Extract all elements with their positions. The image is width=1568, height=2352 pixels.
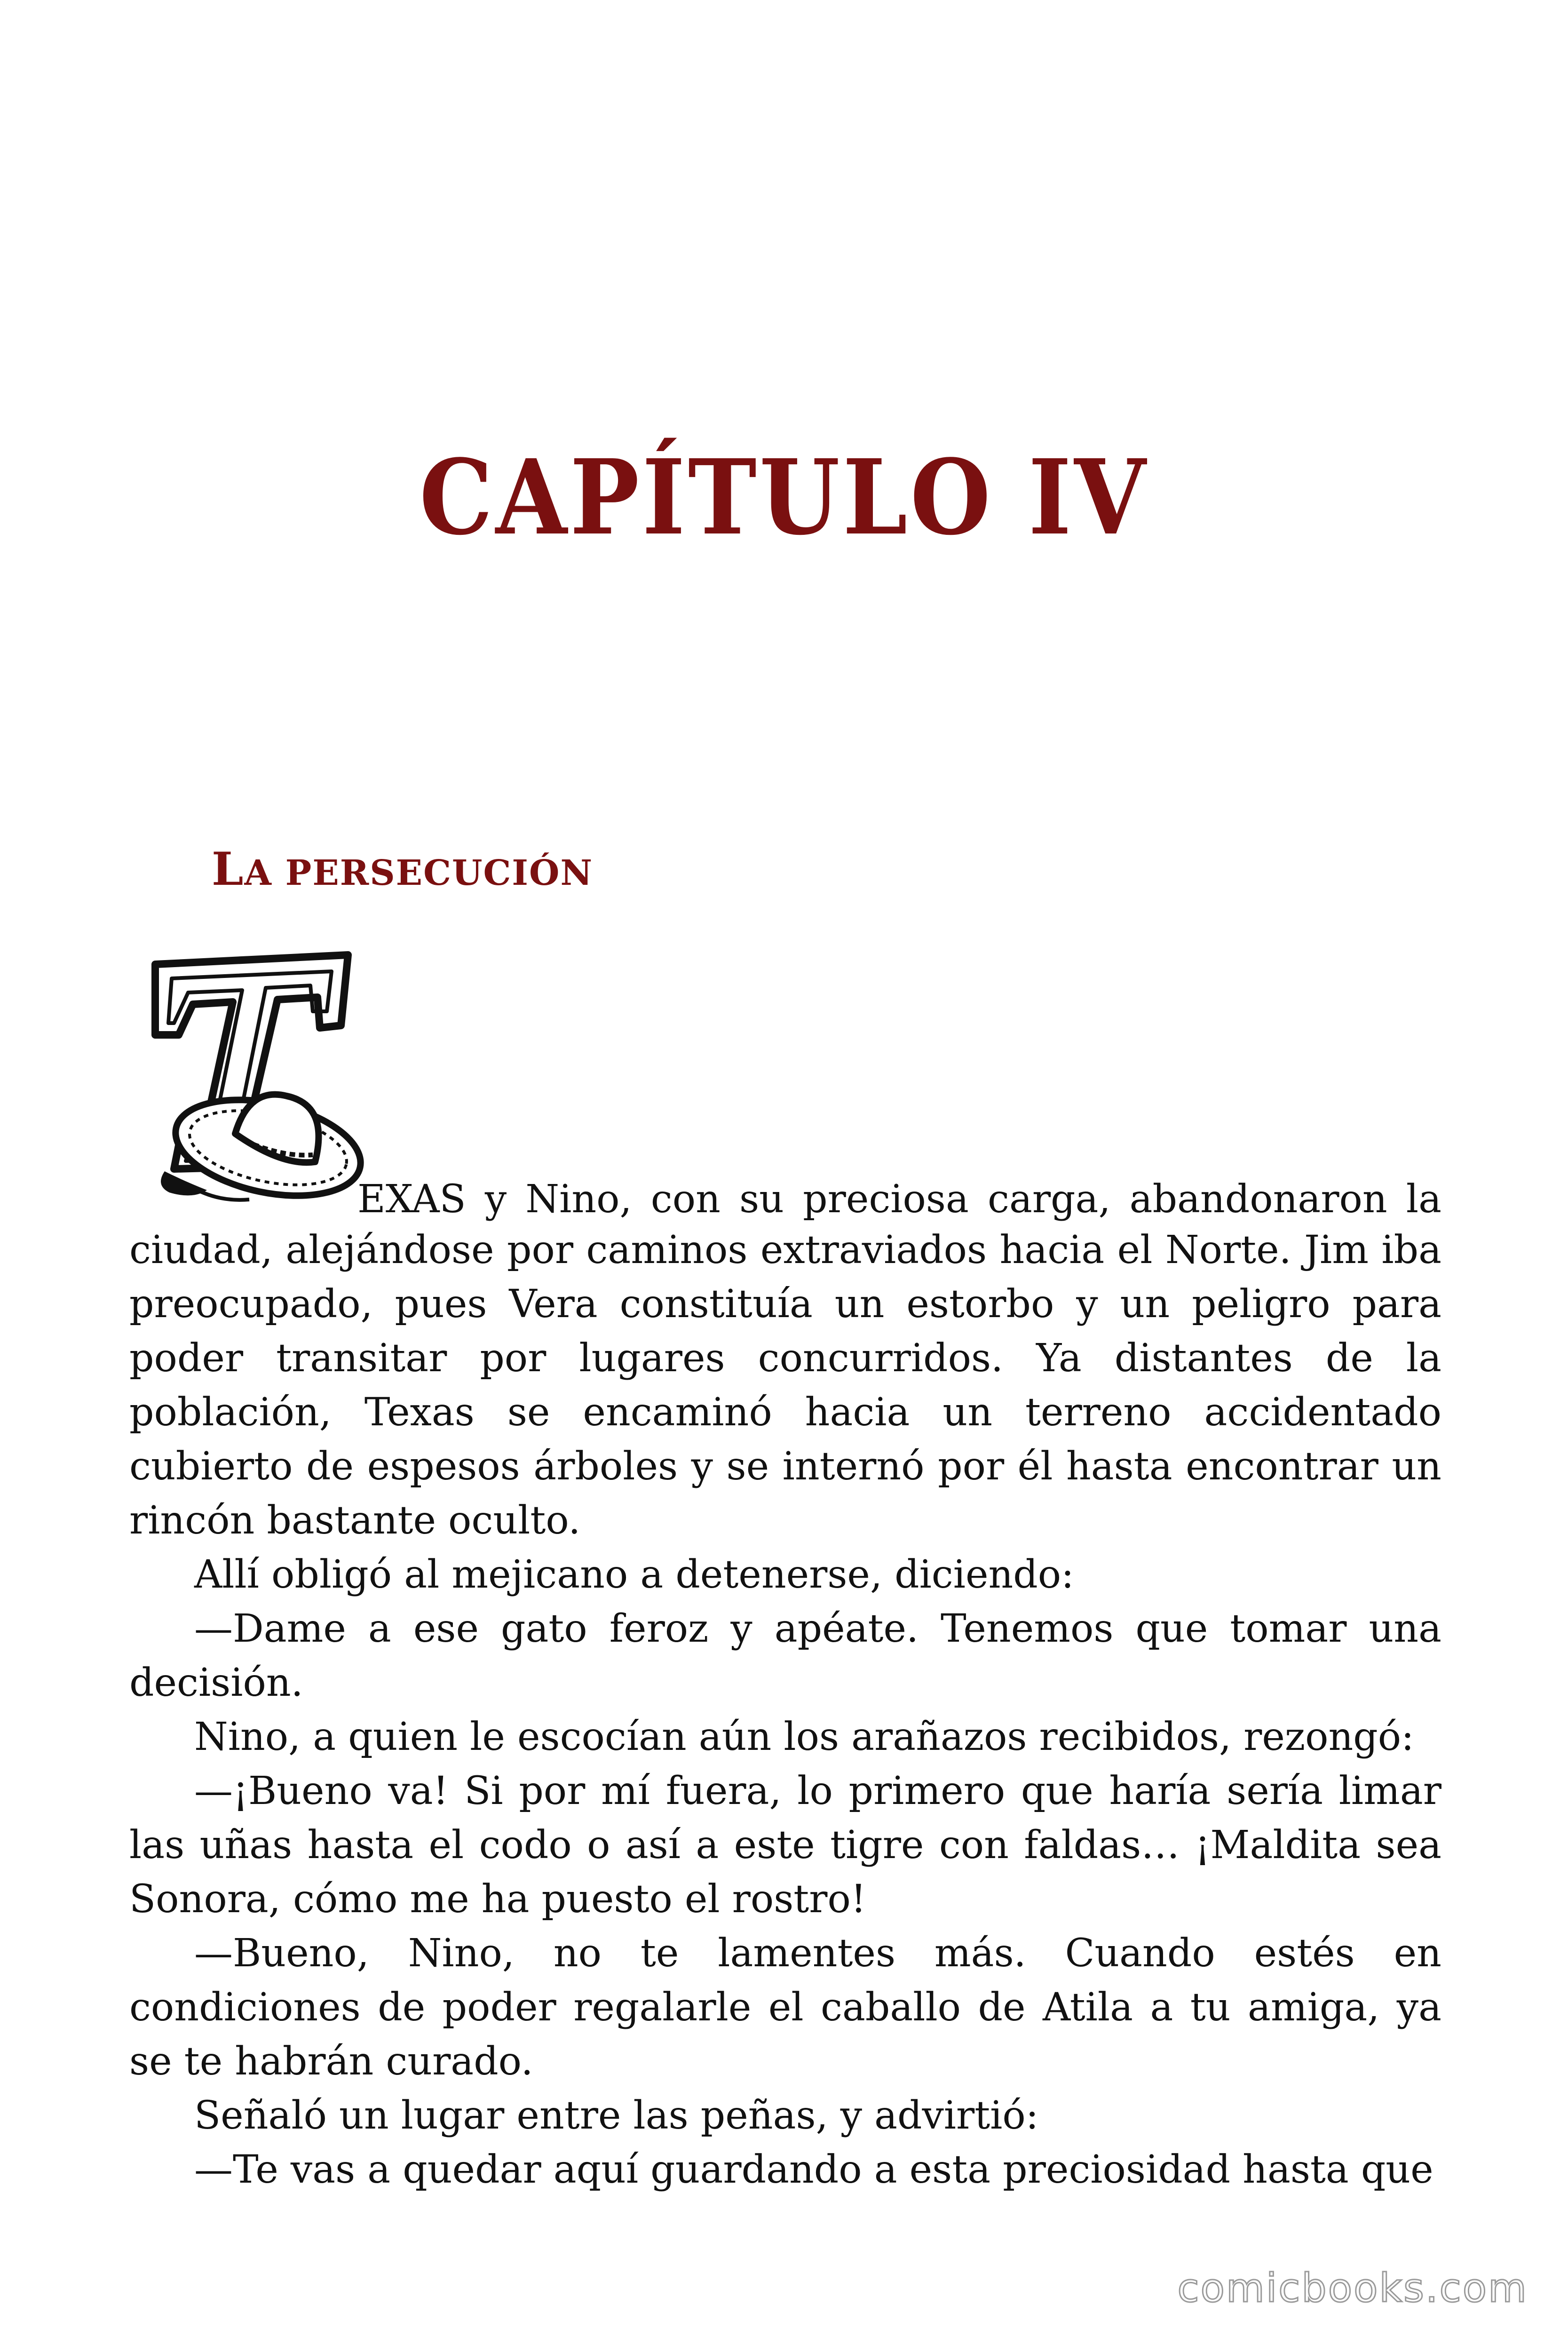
body-text bbox=[129, 1223, 1441, 2197]
paragraph: —¡Bueno va! Si por mí fuera, lo primero que haría sería limar las uñas hasta el codo o así a este tigre con faldas… ¡Maldita sea Sonora, cómo me ha puesto el rostro! bbox=[129, 1769, 1441, 1922]
watermark: comicbooks.com bbox=[1177, 2265, 1528, 2311]
paragraph: Nino, a quien le escocían aún los arañazos recibidos, rezongó: bbox=[194, 1715, 1414, 1759]
chapter-title: CAPÍTULO IV bbox=[419, 437, 1149, 558]
paragraph: Allí obligó al mejicano a detenerse, diciendo: bbox=[194, 1552, 1074, 1597]
paragraph: —Bueno, Nino, no te lamentes más. Cuando estés en condiciones de poder regalarle el caballo de Atila a tu amiga, ya se te habrán curado. bbox=[129, 1931, 1441, 2084]
drop-cap-t-sombrero-icon bbox=[127, 946, 367, 1209]
chapter-subtitle bbox=[212, 842, 594, 896]
paragraph: —Te vas a quedar aquí guardando a esta preciosidad hasta que bbox=[194, 2147, 1433, 2192]
paragraph: ciudad, alejándose por caminos extraviados hacia el Norte. Jim iba preocupado, pues Vera constituía un estorbo y un peligro para poder transitar por lugares concurridos. Ya distantes de la población, Texas se encaminó hacia un terreno accidentado cubierto de espesos árboles y se internó por él hasta encontrar un rincón bastante oculto. bbox=[129, 1228, 1441, 1543]
paragraph: —Dame a ese gato feroz y apéate. Tenemos que tomar una decisión. bbox=[129, 1606, 1441, 1705]
paragraph: Señaló un lugar entre las peñas, y advirtió: bbox=[194, 2093, 1039, 2138]
subtitle-rest: A PERSECUCIÓN bbox=[244, 853, 594, 893]
first-line: EXAS y Nino, con su preciosa carga, abandonaron la bbox=[357, 1177, 1441, 1222]
subtitle-initial: L bbox=[212, 842, 245, 896]
